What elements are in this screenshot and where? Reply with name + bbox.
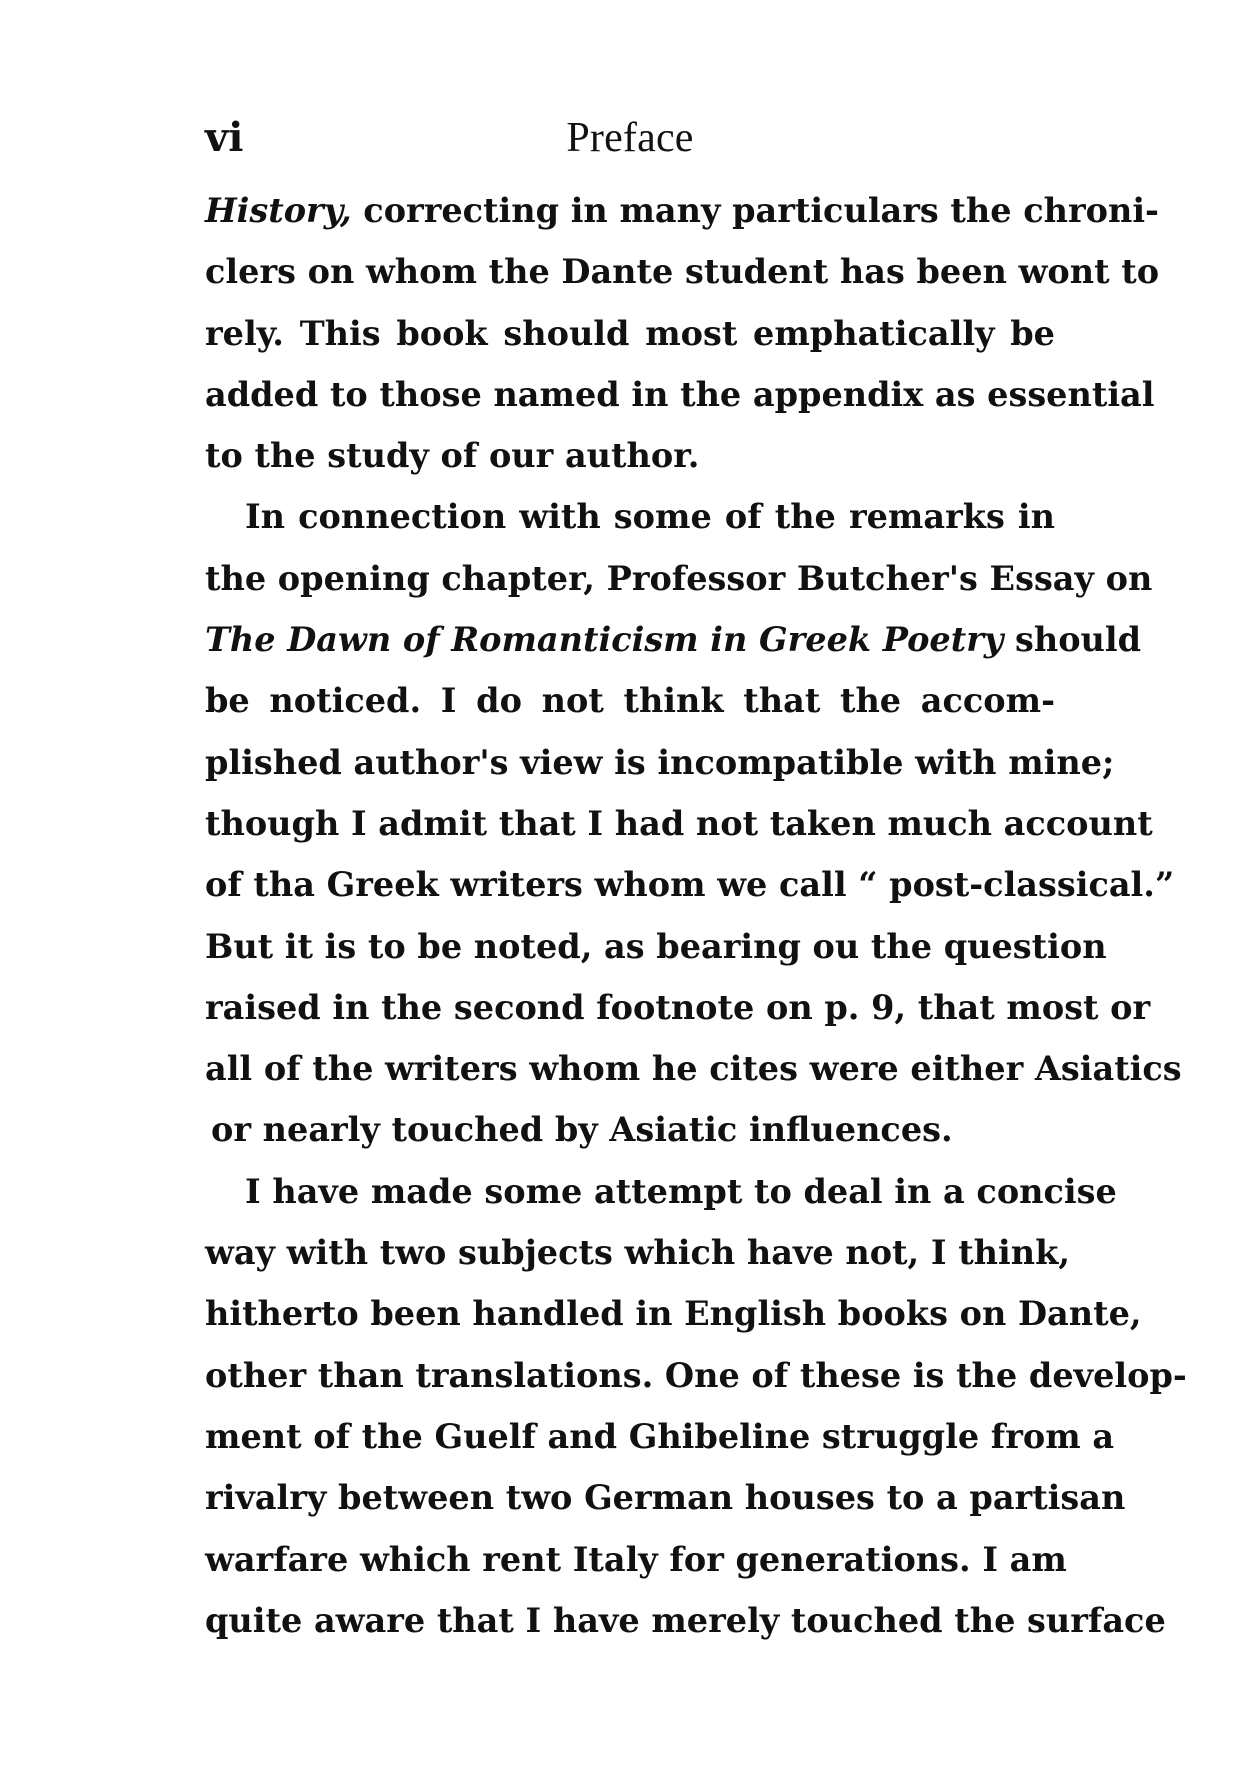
text-line: hitherto been handled in English books on Dante, (205, 1294, 1142, 1334)
page-header (205, 108, 1055, 168)
text-line: ment of the Guelf and Ghibeline struggle from a (205, 1416, 1115, 1456)
paragraph-start-line: I have made some attempt to deal in a concise (245, 1171, 1117, 1211)
text-line: raised in the second footnote on p. 9, that most or (205, 987, 1151, 1027)
italic-title: History, (205, 191, 352, 230)
text-line: The Dawn of Romanticism in Greek Poetry should (205, 620, 1142, 660)
paragraph-start-line: In connection with some of the remarks in (245, 497, 1055, 537)
text-line: other than translations. One of these is the develop- (205, 1355, 1187, 1395)
text-line: rely. This book should most emphatically be (205, 313, 1055, 353)
text-line: be noticed. I do not think that the accom- (205, 681, 1055, 721)
text-line: all of the writers whom he cites were either Asiatics (205, 1049, 1182, 1089)
text-line: rivalry between two German houses to a partisan (205, 1478, 1126, 1518)
body-text (205, 180, 1187, 1651)
text-line: But it is to be noted, as bearing ou the question (205, 926, 1107, 966)
text-line: the opening chapter, Professor Butcher's Essay on (205, 558, 1153, 598)
text-line: quite aware that I have merely touched the surface (205, 1600, 1166, 1640)
text-line: to the study of our author. (205, 436, 700, 476)
text-line: of tha Greek writers whom we call “ post-classical.” (205, 865, 1175, 905)
italic-title: The Dawn of Romanticism in Greek Poetry (205, 620, 1004, 660)
text-line: History, correcting in many particulars the chroni- (205, 191, 1159, 230)
text-line: way with two subjects which have not, I think, (205, 1233, 1070, 1273)
text-line: warfare which rent Italy for generations. I am (205, 1539, 1067, 1579)
text-line: plished author's view is incompatible with mine; (205, 742, 1115, 782)
text-line: clers on whom the Dante student has been wont to (205, 252, 1160, 292)
text-line: though I admit that I had not taken much account (205, 803, 1153, 843)
text-line: added to those named in the appendix as essential (205, 374, 1155, 414)
page-number: vi (205, 114, 244, 161)
running-title: Preface (566, 115, 694, 161)
text-line: or nearly touched by Asiatic influences. (211, 1110, 953, 1150)
